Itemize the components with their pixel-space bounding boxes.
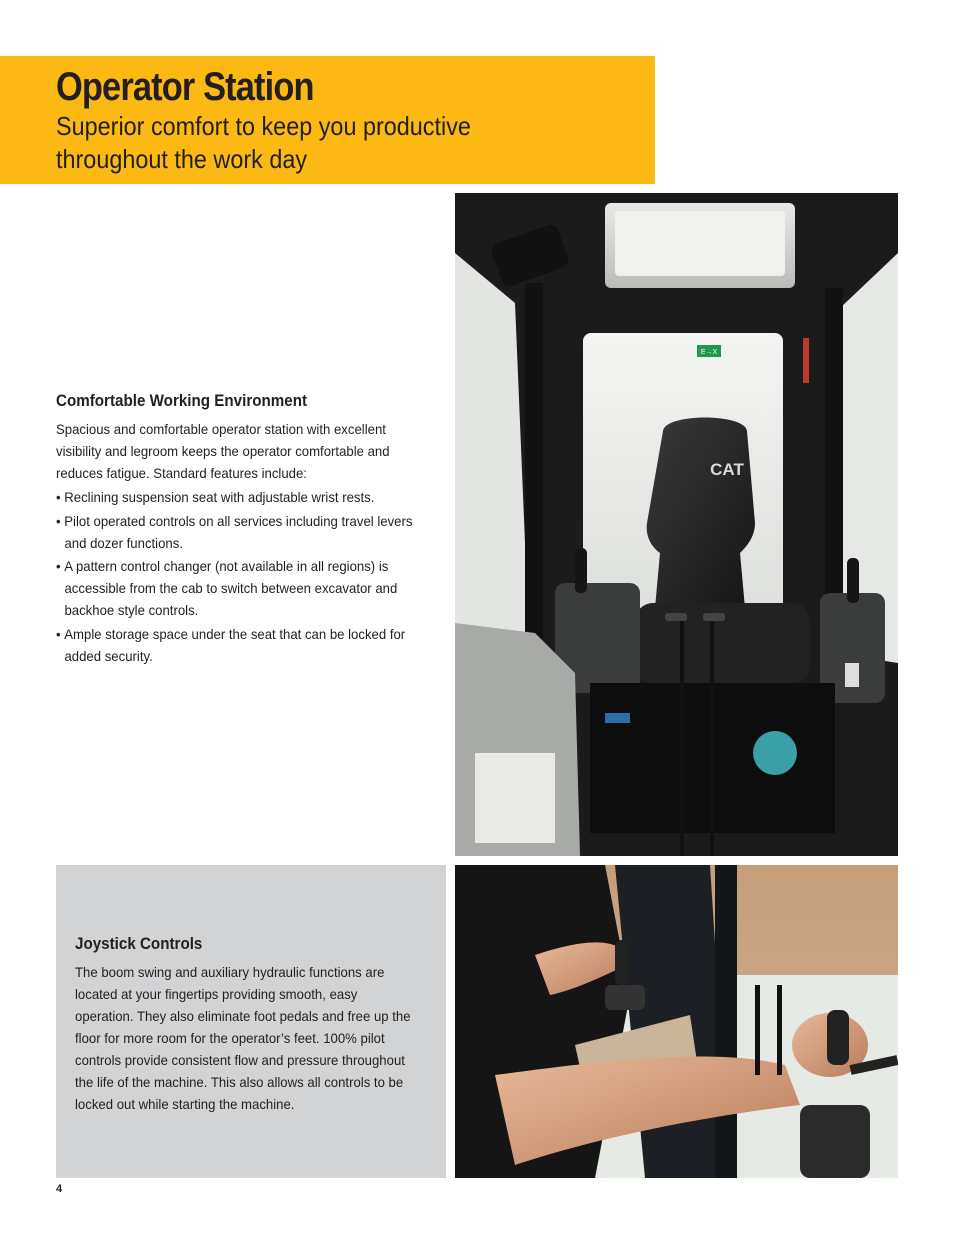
exit-sign-text: E→X bbox=[700, 349, 718, 356]
joystick-operator-illustration bbox=[455, 865, 898, 1178]
cab-interior-photo bbox=[455, 193, 898, 856]
list-item: • Reclining suspension seat with adjustable wrist rests. bbox=[56, 486, 427, 508]
comfort-heading: Comfortable Working Environment bbox=[56, 392, 308, 410]
comfort-feature-list bbox=[56, 486, 451, 667]
cat-seat-logo: CAT bbox=[710, 460, 744, 479]
header-band bbox=[0, 56, 655, 184]
joystick-body: The boom swing and auxiliary hydraulic functions are located at your fingertips providing smooth, easy operation. They also eliminate foot pedals and free up the floor for more room for the operator’s feet. 100% pilot controls provide consistent flow and pressure throughout the life of the machine. This also allows all controls to be locked out while starting the machine. bbox=[75, 964, 411, 1112]
comfort-section bbox=[56, 390, 451, 668]
joystick-heading: Joystick Controls bbox=[75, 935, 203, 953]
list-item: • Ample storage space under the seat that can be locked for added security. bbox=[56, 623, 427, 667]
joystick-operator-photo bbox=[455, 865, 898, 1178]
page-title: Operator Station bbox=[56, 65, 314, 109]
joystick-section bbox=[75, 933, 435, 1115]
cab-interior-illustration bbox=[455, 193, 898, 856]
page-number: 4 bbox=[56, 1183, 63, 1195]
comfort-intro: Spacious and comfortable operator station with excellent visibility and legroom keeps the operator comfortable and reduces fatigue. Standard features include: bbox=[56, 421, 390, 481]
page-subtitle: Superior comfort to keep you productive throughout the work day bbox=[56, 111, 471, 174]
list-item: • Pilot operated controls on all services including travel levers and dozer functions. bbox=[56, 510, 427, 554]
list-item: • A pattern control changer (not available in all regions) is accessible from the cab to switch between excavator and backhoe style controls. bbox=[56, 555, 427, 621]
joystick-panel bbox=[56, 865, 446, 1178]
